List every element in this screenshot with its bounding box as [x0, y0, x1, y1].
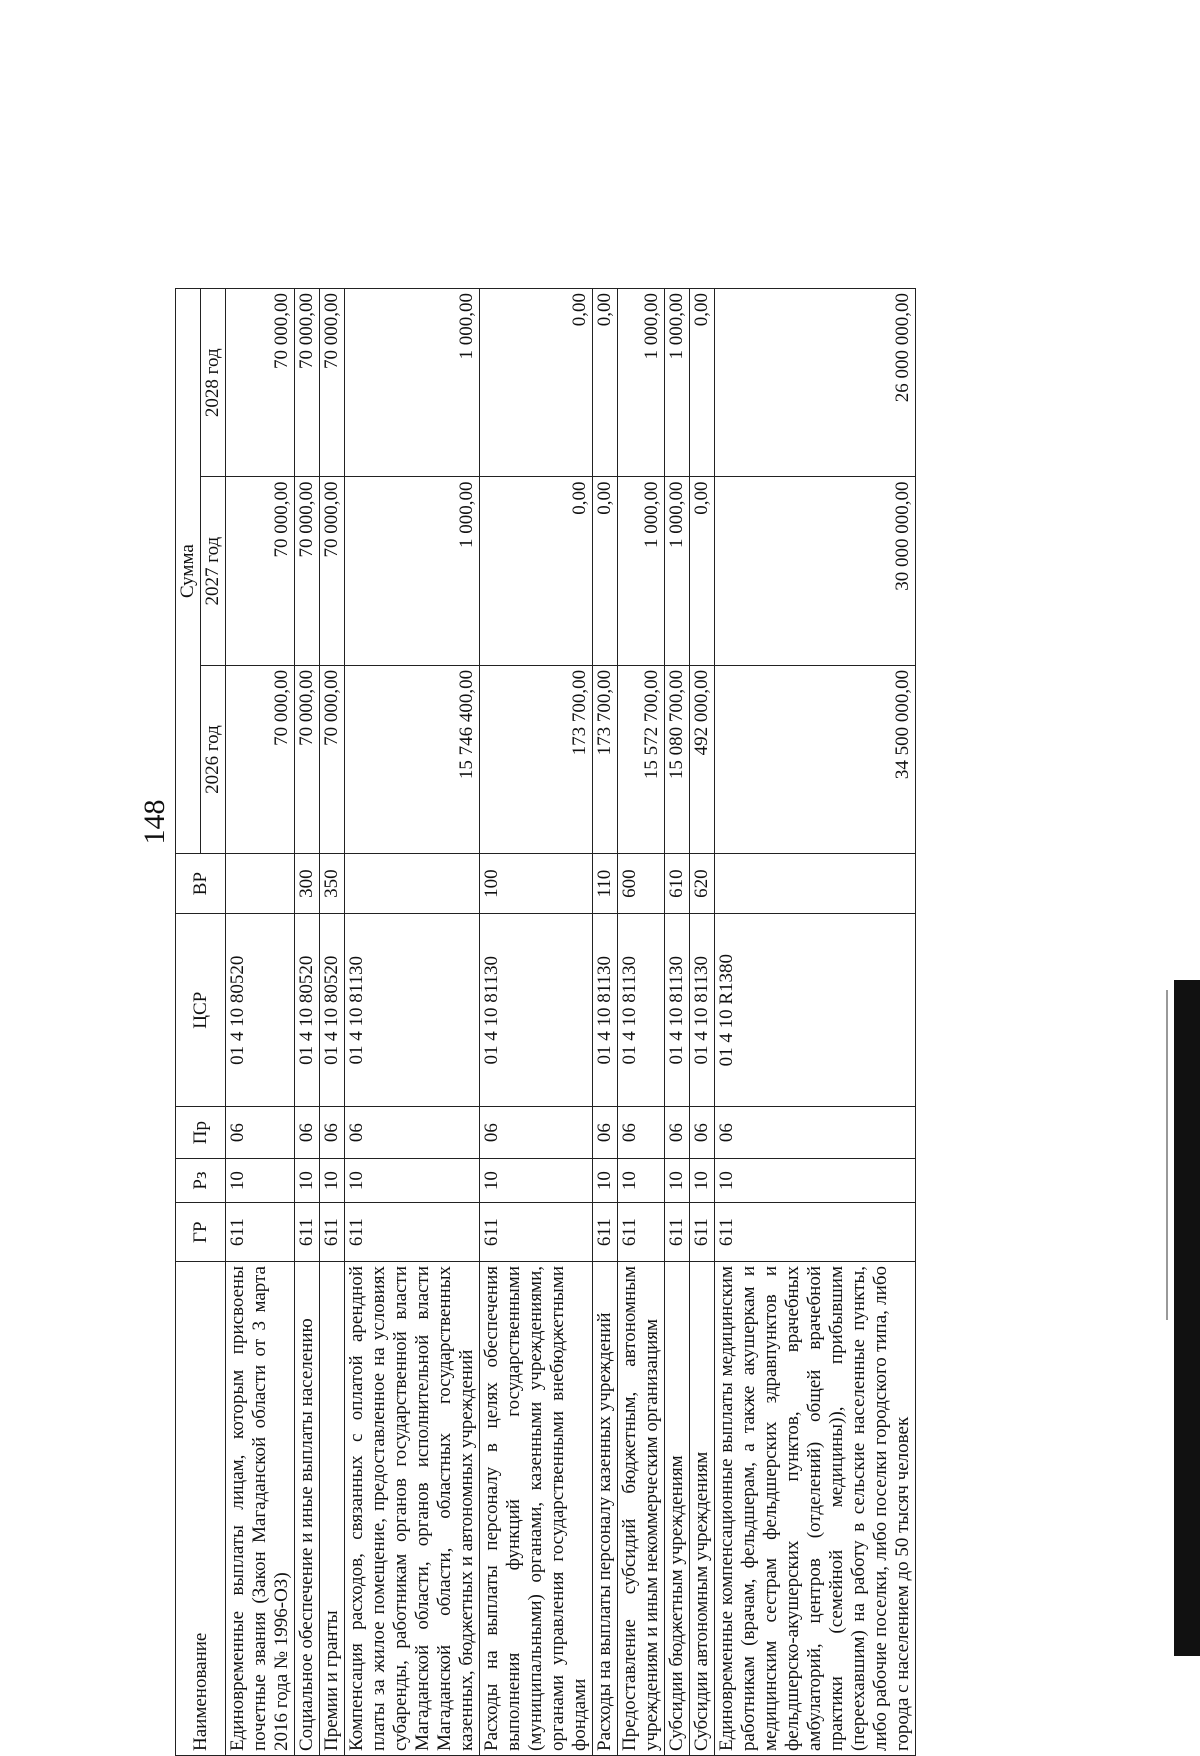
- row-sum-2027: 0,00: [480, 477, 593, 665]
- table-wrapper: [175, 100, 1125, 1756]
- header-gr: ГР: [176, 1203, 226, 1262]
- row-name: Единовременные выплаты лицам, которым присвоены почетные звания (Закон Магаданской области от 3 марта 2016 года № 1996-ОЗ): [226, 1262, 295, 1756]
- row-pr: 06: [593, 1107, 618, 1158]
- row-gr: 611: [690, 1203, 715, 1262]
- page-number: 148: [138, 799, 171, 845]
- header-csr: ЦСР: [176, 913, 226, 1106]
- row-gr: 611: [295, 1203, 320, 1262]
- table-row: [295, 289, 320, 1756]
- row-sum-2026: 15 080 700,00: [665, 665, 690, 853]
- row-sum-2028: 1 000,00: [618, 289, 665, 477]
- row-sum-2026: 70 000,00: [295, 665, 320, 853]
- row-rz: 10: [715, 1158, 916, 1203]
- row-csr: 01 4 10 81130: [618, 913, 665, 1106]
- row-sum-2027: 70 000,00: [226, 477, 295, 665]
- row-pr: 06: [345, 1107, 480, 1158]
- row-vr: 300: [295, 854, 320, 914]
- row-sum-2028: 70 000,00: [320, 289, 345, 477]
- row-pr: 06: [226, 1107, 295, 1158]
- row-name: Премии и гранты: [320, 1262, 345, 1756]
- row-gr: 611: [715, 1203, 916, 1262]
- row-csr: 01 4 10 81130: [690, 913, 715, 1106]
- header-rz: Рз: [176, 1158, 226, 1203]
- row-pr: 06: [295, 1107, 320, 1158]
- header-2026: 2026 год: [201, 665, 226, 853]
- row-name: Расходы на выплаты персоналу казенных учреждений: [593, 1262, 618, 1756]
- row-sum-2027: 0,00: [690, 477, 715, 665]
- row-sum-2026: 34 500 000,00: [715, 665, 916, 853]
- row-name: Социальное обеспечение и иные выплаты населению: [295, 1262, 320, 1756]
- header-row-1: [176, 289, 201, 1756]
- row-vr: 110: [593, 854, 618, 914]
- row-csr: 01 4 10 81130: [345, 913, 480, 1106]
- row-pr: 06: [618, 1107, 665, 1158]
- row-sum-2027: 1 000,00: [618, 477, 665, 665]
- row-sum-2026: 15 572 700,00: [618, 665, 665, 853]
- row-sum-2026: 70 000,00: [320, 665, 345, 853]
- row-rz: 10: [690, 1158, 715, 1203]
- row-name: Субсидии бюджетным учреждениям: [665, 1262, 690, 1756]
- scan-margin-line: [1166, 990, 1168, 1320]
- table-body: [226, 289, 916, 1756]
- row-sum-2027: 0,00: [593, 477, 618, 665]
- row-sum-2028: 0,00: [593, 289, 618, 477]
- row-name: Предоставление субсидий бюджетным, автономным учреждениям и иным некоммерческим организациям: [618, 1262, 665, 1756]
- row-sum-2027: 70 000,00: [295, 477, 320, 665]
- row-sum-2026: 492 000,00: [690, 665, 715, 853]
- table-row: [593, 289, 618, 1756]
- row-gr: 611: [618, 1203, 665, 1262]
- header-2028: 2028 год: [201, 289, 226, 477]
- row-name: Компенсация расходов, связанных с оплатой арендной платы за жилое помещение, предоставленное на условиях субаренды, работникам органов государственной власти Магаданской области, органов исполнительной власти Магаданской области, областных государственных казенных, бюджетных и автономных учреждений: [345, 1262, 480, 1756]
- row-rz: 10: [345, 1158, 480, 1203]
- row-sum-2027: 30 000 000,00: [715, 477, 916, 665]
- row-sum-2028: 0,00: [690, 289, 715, 477]
- row-gr: 611: [593, 1203, 618, 1262]
- table-row: [320, 289, 345, 1756]
- row-sum-2028: 70 000,00: [226, 289, 295, 477]
- header-sum: Сумма: [176, 289, 201, 854]
- row-pr: 06: [715, 1107, 916, 1158]
- row-vr: 350: [320, 854, 345, 914]
- row-rz: 10: [593, 1158, 618, 1203]
- table-row: [480, 289, 593, 1756]
- row-csr: 01 4 10 80520: [295, 913, 320, 1106]
- row-sum-2026: 173 700,00: [480, 665, 593, 853]
- row-pr: 06: [665, 1107, 690, 1158]
- row-gr: 611: [226, 1203, 295, 1262]
- row-sum-2026: 15 746 400,00: [345, 665, 480, 853]
- row-rz: 10: [320, 1158, 345, 1203]
- row-rz: 10: [226, 1158, 295, 1203]
- row-gr: 611: [320, 1203, 345, 1262]
- row-gr: 611: [480, 1203, 593, 1262]
- row-rz: 10: [618, 1158, 665, 1203]
- row-sum-2028: 1 000,00: [665, 289, 690, 477]
- row-csr: 01 4 10 80520: [226, 913, 295, 1106]
- row-sum-2027: 1 000,00: [665, 477, 690, 665]
- rotated-sheet: [175, 100, 1200, 1751]
- table-row: [226, 289, 295, 1756]
- row-vr: 100: [480, 854, 593, 914]
- scan-edge-bar: [1174, 980, 1200, 1656]
- row-sum-2027: 70 000,00: [320, 477, 345, 665]
- row-rz: 10: [295, 1158, 320, 1203]
- row-pr: 06: [320, 1107, 345, 1158]
- row-sum-2028: 0,00: [480, 289, 593, 477]
- table-row: [690, 289, 715, 1756]
- header-pr: Пр: [176, 1107, 226, 1158]
- row-sum-2028: 26 000 000,00: [715, 289, 916, 477]
- table-row: [618, 289, 665, 1756]
- row-vr: [226, 854, 295, 914]
- row-csr: 01 4 10 R1380: [715, 913, 916, 1106]
- row-vr: 620: [690, 854, 715, 914]
- row-sum-2028: 70 000,00: [295, 289, 320, 477]
- row-gr: 611: [665, 1203, 690, 1262]
- header-vr: ВР: [176, 854, 226, 914]
- table-row: [345, 289, 480, 1756]
- row-rz: 10: [665, 1158, 690, 1203]
- row-pr: 06: [480, 1107, 593, 1158]
- header-2027: 2027 год: [201, 477, 226, 665]
- row-csr: 01 4 10 80520: [320, 913, 345, 1106]
- row-vr: 610: [665, 854, 690, 914]
- row-name: Субсидии автономным учреждениям: [690, 1262, 715, 1756]
- row-sum-2026: 70 000,00: [226, 665, 295, 853]
- row-name: Единовременные компенсационные выплаты медицинским работникам (врачам, фельдшерам, а также акушеркам и медицинским сестрам фельдшерских здравпунктов и фельдшерско-акушерских пунктов, врачебных амбулаторий, центров (отделений) общей врачебной практики (семейной медицины)), прибывшим (переехавшим) на работу в сельские населенные пункты, либо рабочие поселки, либо поселки городского типа, либо города с населением до 50 тысяч человек: [715, 1262, 916, 1756]
- row-pr: 06: [690, 1107, 715, 1158]
- row-vr: 600: [618, 854, 665, 914]
- row-sum-2027: 1 000,00: [345, 477, 480, 665]
- row-csr: 01 4 10 81130: [665, 913, 690, 1106]
- header-name: Наименование: [176, 1262, 226, 1756]
- row-sum-2026: 173 700,00: [593, 665, 618, 853]
- table-row: [715, 289, 916, 1756]
- row-vr: [345, 854, 480, 914]
- row-rz: 10: [480, 1158, 593, 1203]
- row-sum-2028: 1 000,00: [345, 289, 480, 477]
- table-row: [665, 289, 690, 1756]
- row-vr: [715, 854, 916, 914]
- budget-table: [175, 288, 916, 1756]
- row-gr: 611: [345, 1203, 480, 1262]
- row-csr: 01 4 10 81130: [593, 913, 618, 1106]
- row-csr: 01 4 10 81130: [480, 913, 593, 1106]
- row-name: Расходы на выплаты персоналу в целях обеспечения выполнения функций государственными (муниципальными) органами, казенными учреждениями, органами управления государственными внебюджетными фондами: [480, 1262, 593, 1756]
